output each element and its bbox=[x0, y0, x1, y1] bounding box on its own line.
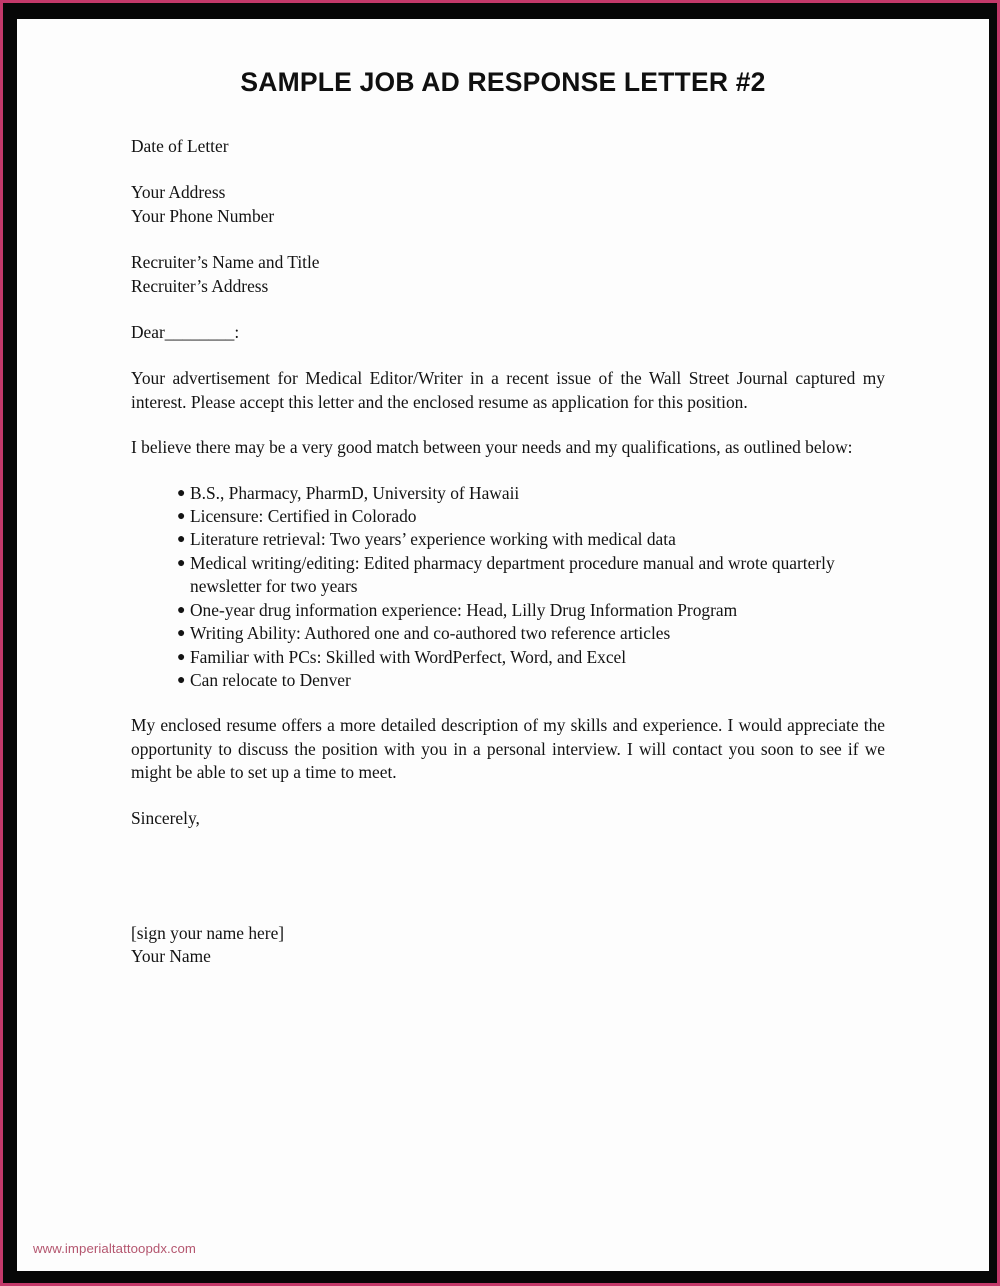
signature-name: Your Name bbox=[131, 946, 211, 967]
spacer bbox=[131, 692, 885, 714]
list-item-label: Literature retrieval: Two years’ experience working with medical data bbox=[190, 529, 676, 550]
bullet-icon: ● bbox=[177, 509, 186, 525]
spacer bbox=[131, 158, 885, 181]
signature-placeholder: [sign your name here] bbox=[131, 922, 285, 943]
bullet-icon: ● bbox=[177, 555, 186, 571]
signature-space bbox=[131, 830, 885, 922]
sender-phone: Your Phone Number bbox=[131, 205, 275, 226]
spacer bbox=[131, 460, 885, 482]
recipient-address: Recruiter’s Address bbox=[131, 275, 269, 296]
bullet-icon: ● bbox=[177, 649, 186, 665]
bullet-icon: ● bbox=[177, 602, 186, 618]
black-border-frame bbox=[3, 3, 997, 1283]
list-item-label: One-year drug information experience: Head, Lilly Drug Information Program bbox=[190, 599, 738, 620]
footer-watermark-url: www.imperialtattoopdx.com bbox=[33, 1241, 197, 1256]
list-item-label: Medical writing/editing: Edited pharmacy department procedure manual and wrote quarterly newsletter for two years bbox=[190, 552, 835, 597]
letter-body bbox=[131, 135, 885, 969]
list-item bbox=[177, 528, 885, 551]
list-item bbox=[177, 669, 885, 692]
spacer bbox=[131, 228, 885, 251]
bullet-icon: ● bbox=[177, 626, 186, 642]
list-item-label: Licensure: Certified in Colorado bbox=[190, 506, 417, 527]
bullet-icon: ● bbox=[177, 532, 186, 548]
list-item bbox=[177, 482, 885, 505]
letter-page bbox=[17, 19, 989, 1271]
list-item bbox=[177, 505, 885, 528]
sender-address: Your Address bbox=[131, 182, 226, 203]
list-item bbox=[177, 622, 885, 645]
list-item bbox=[177, 646, 885, 669]
list-item-label: B.S., Pharmacy, PharmD, University of Hawaii bbox=[190, 482, 520, 503]
recipient-name-title: Recruiter’s Name and Title bbox=[131, 252, 320, 273]
bullet-icon: ● bbox=[177, 485, 186, 501]
paragraph-match: I believe there may be a very good match between your needs and my qualifications, as outlined below: bbox=[131, 437, 853, 458]
list-item-label: Writing Ability: Authored one and co-authored two reference articles bbox=[190, 623, 671, 644]
spacer bbox=[131, 344, 885, 367]
list-item-label: Can relocate to Denver bbox=[190, 669, 351, 690]
bullet-icon: ● bbox=[177, 672, 186, 688]
spacer bbox=[131, 298, 885, 321]
paragraph-opening: Your advertisement for Medical Editor/Writer in a recent issue of the Wall Street Journal captured my interest. Please accept this letter and the enclosed resume as application for this position. bbox=[131, 368, 885, 412]
list-item bbox=[177, 552, 885, 599]
date-line: Date of Letter bbox=[131, 136, 229, 156]
list-item bbox=[177, 599, 885, 622]
page-title: SAMPLE JOB AD RESPONSE LETTER #2 bbox=[240, 67, 766, 97]
list-item-label: Familiar with PCs: Skilled with WordPerfect, Word, and Excel bbox=[190, 646, 627, 667]
salutation: Dear________: bbox=[131, 322, 240, 343]
spacer bbox=[131, 414, 885, 436]
paragraph-closing: My enclosed resume offers a more detailed description of my skills and experience. I would appreciate the opportunity to discuss the position with you in a personal interview. I will contact you soon to see if we might be able to set up a time to meet. bbox=[131, 715, 885, 783]
qualifications-list bbox=[131, 482, 885, 693]
closing-salutation: Sincerely, bbox=[131, 807, 200, 828]
spacer bbox=[131, 785, 885, 807]
